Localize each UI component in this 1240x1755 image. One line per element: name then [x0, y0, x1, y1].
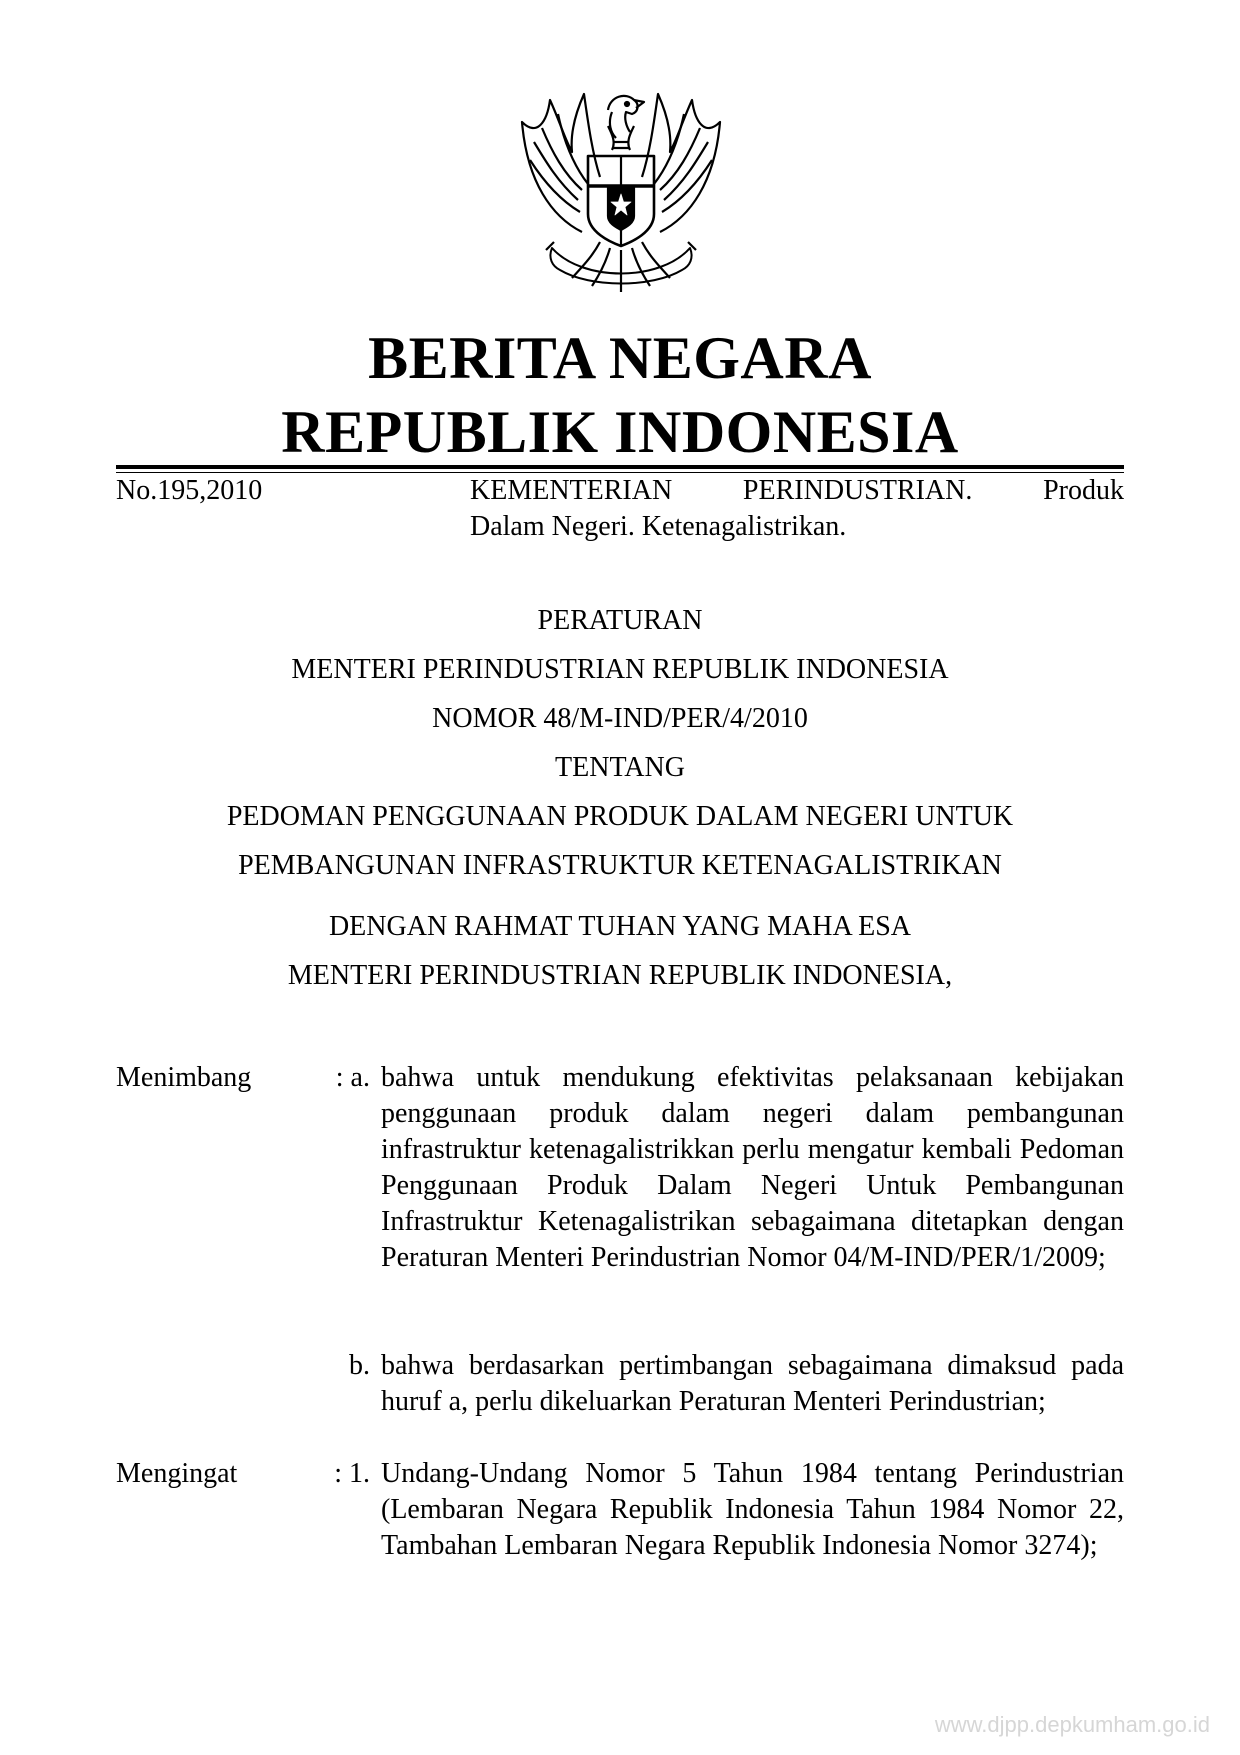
mengingat-marker-1: : 1. — [334, 1458, 370, 1489]
garuda-emblem — [512, 82, 730, 302]
mengingat-label: Mengingat — [116, 1458, 238, 1489]
invocation-line-2: MENTERI PERINDUSTRIAN REPUBLIK INDONESIA, — [287, 960, 953, 991]
menimbang-marker-a: : a. — [335, 1062, 370, 1093]
gazette-subtitle: REPUBLIK INDONESIA — [281, 399, 959, 465]
preamble-invocation — [0, 902, 1240, 1000]
regulation-issuer: MENTERI PERINDUSTRIAN REPUBLIK INDONESIA — [291, 654, 949, 685]
mengingat-item-1: Undang-Undang Nomor 5 Tahun 1984 tentang Perindustrian (Lembaran Negara Republik Indonesia Tahun 1984 Nomor 22, Tambahan Lembaran Negara Republik Indonesia Nomor 3274); — [381, 1458, 1124, 1561]
regulation-number: NOMOR 48/M-IND/PER/4/2010 — [432, 703, 808, 734]
gazette-subject-line-2: Dalam Negeri. Ketenagalistrikan. — [470, 511, 847, 542]
regulation-about: TENTANG — [555, 752, 685, 783]
gazette-title: BERITA NEGARA — [368, 325, 872, 391]
menimbang-label: Menimbang — [116, 1062, 252, 1093]
invocation-line-1: DENGAN RAHMAT TUHAN YANG MAHA ESA — [328, 911, 912, 942]
menimbang-marker-b: b. — [349, 1350, 370, 1381]
menimbang-item-a: bahwa untuk mendukung efektivitas pelaksanaan kebijakan penggunaan produk dalam negeri dalam pembangunan infrastruktur ketenagalistrikkan perlu mengatur kembali Pedoman Penggunaan Produk Dalam Negeri Untuk Pembangunan Infrastruktur Ketenagalistrikan sebagaimana ditetapkan dengan Peraturan Menteri Perindustrian Nomor 04/M-IND/PER/1/2009; — [381, 1062, 1124, 1273]
regulation-subject-line-1: PEDOMAN PENGGUNAAN PRODUK DALAM NEGERI UNTUK — [226, 801, 1014, 832]
regulation-type: PERATURAN — [537, 605, 703, 636]
regulation-title-block — [0, 596, 1240, 890]
regulation-subject-line-2: PEMBANGUNAN INFRASTRUKTUR KETENAGALISTRIKAN — [238, 850, 1002, 881]
gazette-subject-line-1: KEMENTERIAN PERINDUSTRIAN. Produk — [470, 475, 1124, 506]
site-watermark: www.djpp.depkumham.go.id — [934, 1712, 1210, 1737]
gazette-subject — [470, 473, 1124, 545]
masthead-rule-thick — [116, 465, 1124, 469]
menimbang-item-b: bahwa berdasarkan pertimbangan sebagaimana dimaksud pada huruf a, perlu dikeluarkan Peraturan Menteri Perindustrian; — [381, 1350, 1124, 1417]
gazette-number: No.195,2010 — [116, 475, 263, 506]
